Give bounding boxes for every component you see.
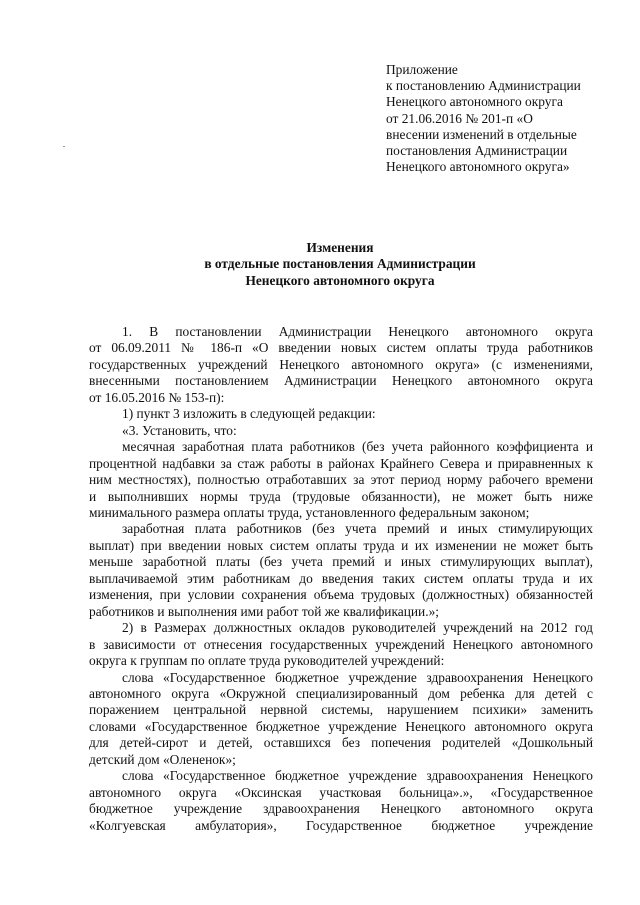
body-line: «Колгуевская амбулатория», Государственное бюджетное учреждение bbox=[89, 817, 593, 833]
body-line: от 06.09.2011 № 186-п «О введении новых систем оплаты труда работников bbox=[89, 340, 593, 356]
body-line: для детей-сирот и детей, оставшихся без попечения родителей «Дошкольный bbox=[89, 735, 593, 751]
appendix-line: Ненецкого автономного округа» bbox=[386, 159, 570, 175]
body-line: месячная заработная плата работников (без учета районного коэффициента и bbox=[122, 439, 593, 455]
body-line: изменения, при условии сохранения объема трудовых (должностных) обязанностей bbox=[89, 587, 593, 603]
body-line: округа к группам по оплате труда руководителей учреждений: bbox=[89, 653, 445, 669]
title-line: Ненецкого автономного округа bbox=[245, 272, 435, 288]
body-line: слова «Государственное бюджетное учреждение здравоохранения Ненецкого bbox=[122, 768, 593, 784]
body-line: слова «Государственное бюджетное учреждение здравоохранения Ненецкого bbox=[122, 669, 593, 685]
scan-speck bbox=[63, 146, 65, 147]
body-line: поражением центральной нервной системы, нарушением психики» заменить bbox=[89, 702, 593, 718]
body-line: процентной надбавки за стаж работы в районах Крайнего Севера и приравненных к bbox=[89, 455, 593, 471]
body-line: меньше заработной платы (без учета премий и иных стимулирующих выплат), bbox=[89, 554, 593, 570]
body-line: 1. В постановлении Администрации Ненецкого автономного округа bbox=[122, 324, 593, 339]
appendix-line: внесении изменений в отдельные bbox=[386, 126, 577, 142]
body-line: детский дом «Олененок»; bbox=[89, 751, 236, 767]
body-line: внесенными постановлением Администрации Ненецкого автономного округа bbox=[89, 373, 593, 389]
title-line: в отдельные постановления Администрации bbox=[204, 256, 476, 272]
appendix-line: Ненецкого автономного округа bbox=[386, 94, 563, 110]
body-line: словами «Государственное бюджетное учреждение Ненецкого автономного округа bbox=[89, 718, 593, 734]
body-line: «3. Установить, что: bbox=[122, 422, 237, 438]
body-line: автономного округа «Оксинская участковая больница».», «Государственное bbox=[89, 784, 593, 800]
body-line: от 16.05.2016 № 153-п): bbox=[89, 389, 225, 405]
appendix-line: от 21.06.2016 № 201-п «О bbox=[386, 110, 533, 126]
body-line: государственных учреждений Ненецкого автономного округа» (с изменениями, bbox=[89, 356, 593, 372]
body-line: 1) пункт 3 изложить в следующей редакции: bbox=[122, 406, 376, 422]
body-line: минимального размера оплаты труда, установленного федеральным законом; bbox=[89, 504, 530, 520]
body-line: выплат) при введении новых систем оплаты труда и их изменении не может быть bbox=[89, 537, 593, 553]
document-title bbox=[90, 240, 590, 289]
body-line: и выполнивших нормы труда (трудовые обязанности), не может быть ниже bbox=[89, 488, 593, 504]
body-line: работников и выполнения ими работ той же квалификации.»; bbox=[89, 603, 439, 619]
body-line: выплачиваемой этим работникам до введения таких систем оплаты труда и их bbox=[89, 570, 593, 586]
body-line: бюджетное учреждение здравоохранения Ненецкого автономного округа bbox=[89, 801, 593, 817]
body-line: ним местностях), полностью отработавших за этот период норму рабочего времени bbox=[89, 472, 593, 488]
appendix-line: к постановлению Администрации bbox=[386, 78, 581, 94]
appendix-line: Приложение bbox=[386, 62, 458, 77]
appendix-header bbox=[386, 62, 626, 175]
body-line: заработная плата работников (без учета премий и иных стимулирующих bbox=[122, 521, 593, 537]
document-body bbox=[89, 324, 593, 834]
body-line: 2) в Размерах должностных окладов руководителей учреждений на 2012 год bbox=[122, 620, 593, 636]
body-line: в зависимости от отнесения государственных учреждений Ненецкого автономного bbox=[89, 636, 593, 652]
title-line: Изменения bbox=[306, 240, 374, 255]
body-line: автономного округа «Окружной специализированный дом ребенка для детей с bbox=[89, 685, 593, 701]
appendix-line: постановления Администрации bbox=[386, 143, 568, 159]
